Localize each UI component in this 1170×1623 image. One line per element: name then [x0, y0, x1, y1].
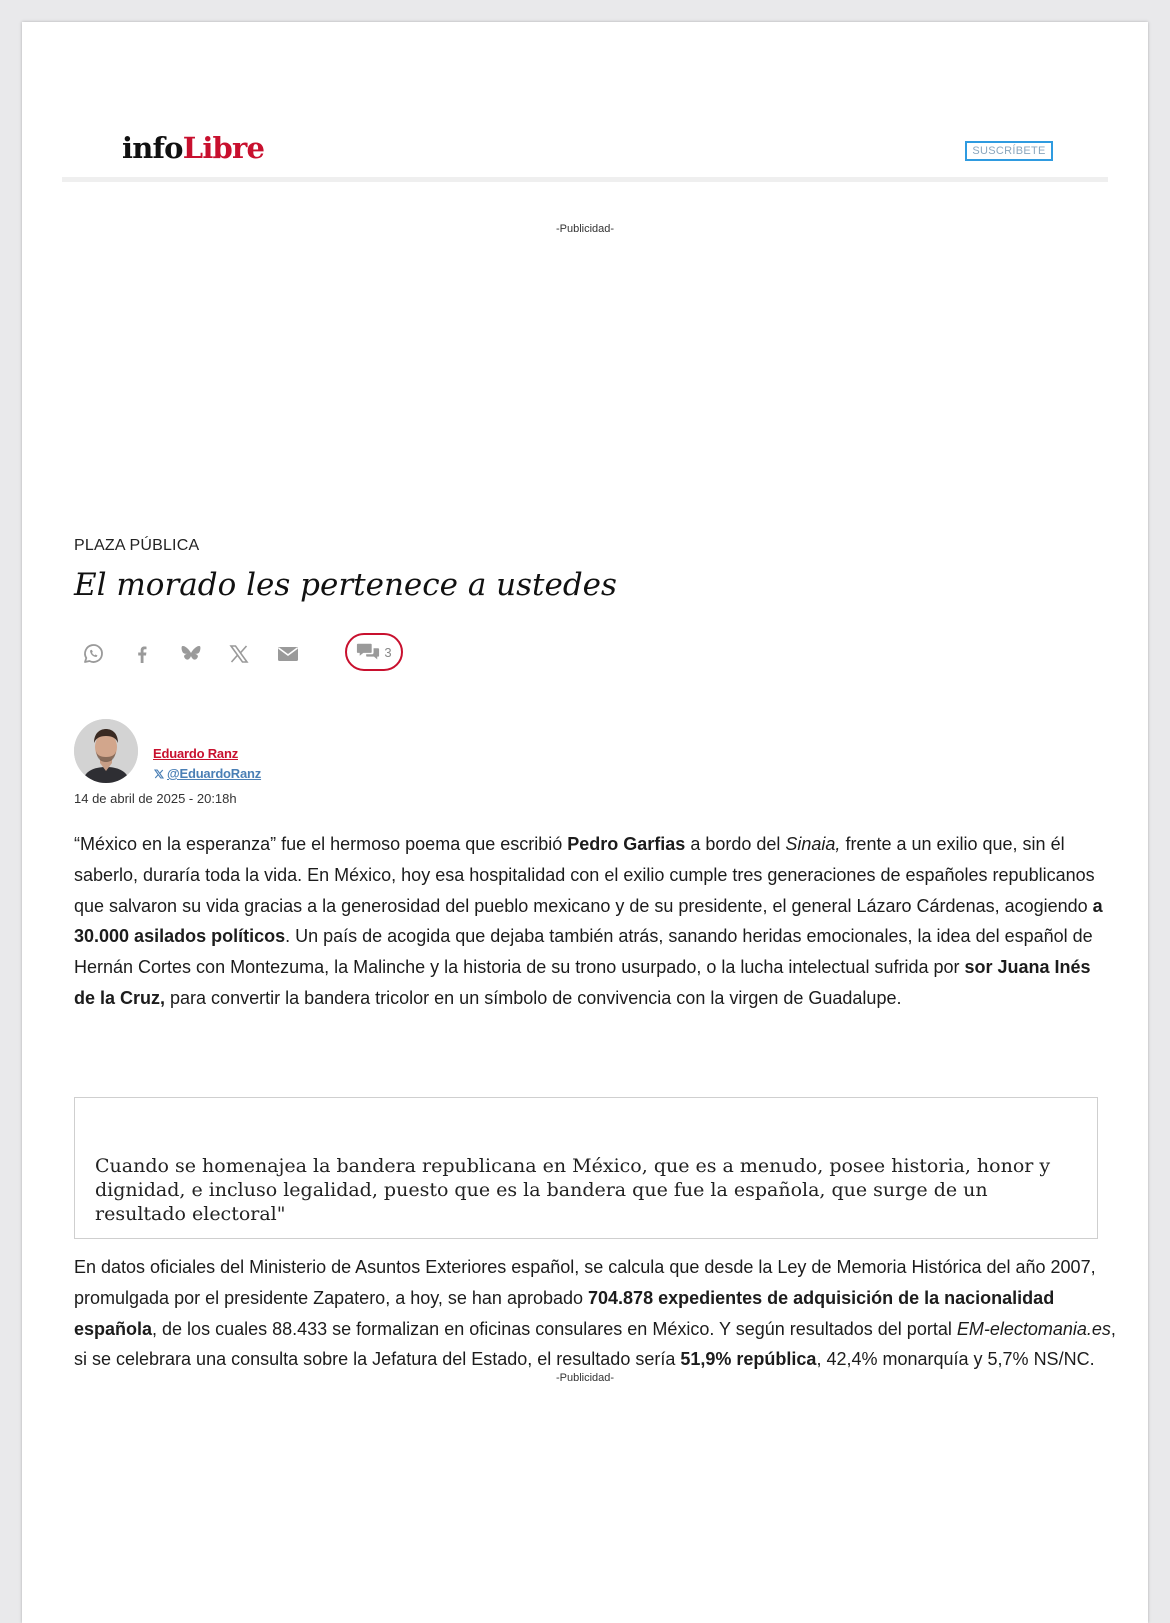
publish-date: 14 de abril de 2025 - 20:18h: [74, 791, 237, 806]
author-handle-text: @EduardoRanz: [167, 766, 262, 781]
facebook-icon: [130, 642, 154, 666]
article-title: El morado les pertenece a ustedes: [74, 567, 617, 603]
pull-quote: [74, 1097, 1098, 1239]
article-page: [22, 22, 1148, 1623]
whatsapp-icon: [81, 642, 105, 666]
author-avatar[interactable]: [74, 719, 138, 783]
ad-label-bottom: -Publicidad-: [555, 1372, 615, 1384]
author-photo: [74, 719, 138, 783]
article-paragraph-1: “México en la esperanza” fue el hermoso poema que escribió Pedro Garfias a bordo del Sinaia, frente a un exilio que, sin él saberlo, duraría toda la vida. En México, hoy esa hospitalidad con el exilio cumple tres generaciones de españoles republicanos que salvaron su vida gracias a la generosidad del pueblo mexicano y de su presidente, el general Lázaro Cárdenas, acogiendo a 30.000 asilados políticos. Un país de acogida que dejaba también atrás, sanando heridas emocionales, la idea del español de Hernán Cortes con Montezuma, la Malinche y la historia de su trono usurpado, o la lucha intelectual sufrida por sor Juana Inés de la Cruz, para convertir la bandera tricolor en un símbolo de convivencia con la virgen de Guadalupe.: [74, 834, 1103, 1008]
bluesky-share-button[interactable]: [177, 640, 205, 668]
subscribe-button[interactable]: SUSCRÍBETE: [965, 141, 1053, 161]
pull-quote-text: Cuando se homenajea la bandera republicana en México, que es a menudo, posee historia, honor y dignidad, e incluso legalidad, puesto que es la bandera que fue la española, que surge de un resultado electoral": [95, 1155, 1051, 1225]
comments-icon: [356, 641, 380, 663]
share-bar: [74, 632, 434, 676]
facebook-share-button[interactable]: [128, 640, 156, 668]
whatsapp-share-button[interactable]: [79, 640, 107, 668]
article-paragraph-2: En datos oficiales del Ministerio de Asuntos Exteriores español, se calcula que desde la Ley de Memoria Histórica del año 2007, promulgada por el presidente Zapatero, a hoy, se han aprobado 704.878 expedientes de adquisición de la nacionalidad española, de los cuales 88.433 se formalizan en oficinas consulares en México. Y según resultados del portal EM-electomania.es, si se celebrara una consulta sobre la Jefatura del Estado, el resultado sería 51,9% república, 42,4% monarquía y 5,7% NS/NC.: [74, 1257, 1116, 1370]
author-name-link[interactable]: Eduardo Ranz: [153, 746, 238, 761]
infolibre-logo[interactable]: infoLibre: [122, 131, 265, 165]
site-header: [62, 117, 1108, 182]
email-share-button[interactable]: [274, 640, 302, 668]
x-icon: [153, 768, 165, 780]
comments-button[interactable]: [345, 633, 403, 671]
author-x-handle-link[interactable]: [153, 766, 261, 781]
ad-label-top: -Publicidad-: [555, 223, 615, 235]
email-icon: [276, 642, 300, 666]
comment-count: 3: [384, 644, 392, 660]
x-icon: [227, 642, 251, 666]
bluesky-icon: [179, 642, 203, 666]
x-share-button[interactable]: [225, 640, 253, 668]
section-label[interactable]: PLAZA PÚBLICA: [74, 537, 200, 554]
